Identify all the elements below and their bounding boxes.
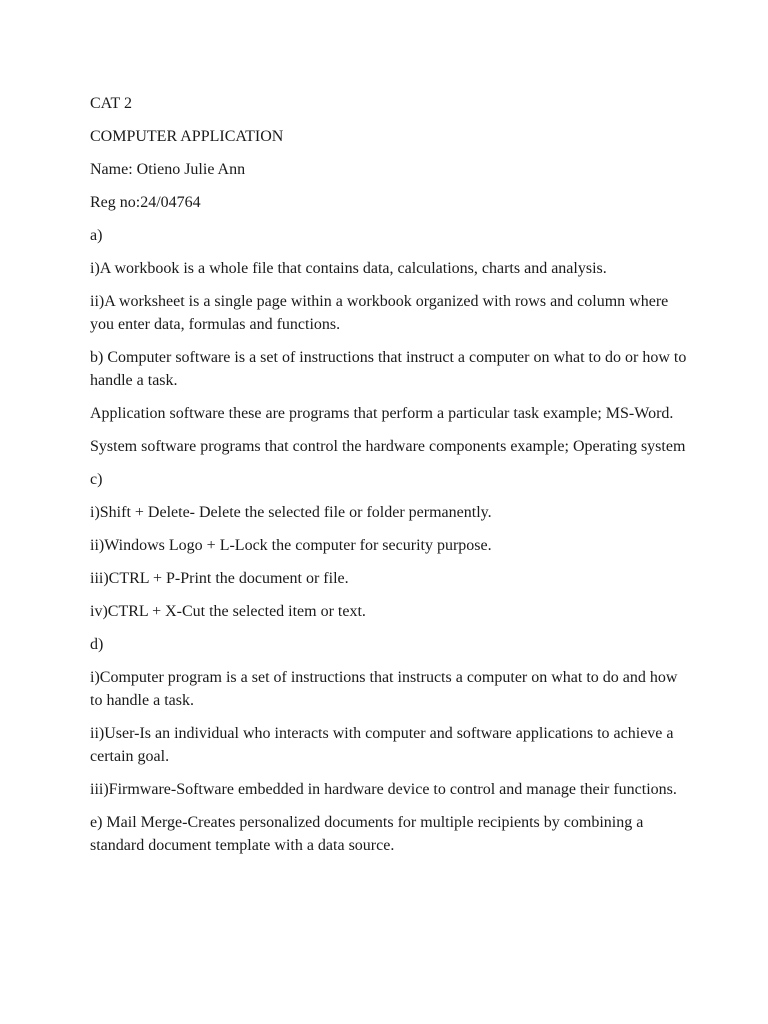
document-body: [90, 92, 690, 867]
answer-b: b) Computer software is a set of instructions that instruct a computer on what to do or how to handle a task.: [90, 349, 687, 389]
answer-b-application-software: Application software these are programs that perform a particular task example; MS-Word.: [90, 405, 674, 422]
answer-d-ii: ii)User-Is an individual who interacts with computer and software applications to achieve a certain goal.: [90, 725, 674, 765]
student-name: Name: Otieno Julie Ann: [90, 161, 246, 178]
answer-a-i: i)A workbook is a whole file that contains data, calculations, charts and analysis.: [90, 260, 607, 277]
answer-c-i: i)Shift + Delete- Delete the selected file or folder permanently.: [90, 504, 492, 521]
registration-number: Reg no:24/04764: [90, 194, 201, 211]
answer-e: e) Mail Merge-Creates personalized documents for multiple recipients by combining a standard document template with a data source.: [90, 814, 644, 854]
answer-c-iii: iii)CTRL + P-Print the document or file.: [90, 570, 349, 587]
doc-subject: COMPUTER APPLICATION: [90, 128, 284, 145]
answer-a-ii: ii)A worksheet is a single page within a workbook organized with rows and column where you enter data, formulas and functions.: [90, 293, 669, 333]
answer-b-system-software: System software programs that control the hardware components example; Operating system: [90, 438, 686, 455]
answer-d-i: i)Computer program is a set of instructions that instructs a computer on what to do and how to handle a task.: [90, 669, 678, 709]
answer-c-ii: ii)Windows Logo + L-Lock the computer for security purpose.: [90, 537, 492, 554]
doc-title: CAT 2: [90, 95, 132, 112]
section-d-heading: d): [90, 636, 104, 653]
answer-c-iv: iv)CTRL + X-Cut the selected item or text.: [90, 603, 366, 620]
answer-d-iii: iii)Firmware-Software embedded in hardware device to control and manage their functions.: [90, 781, 677, 798]
section-c-heading: c): [90, 471, 103, 488]
section-a-heading: a): [90, 227, 103, 244]
